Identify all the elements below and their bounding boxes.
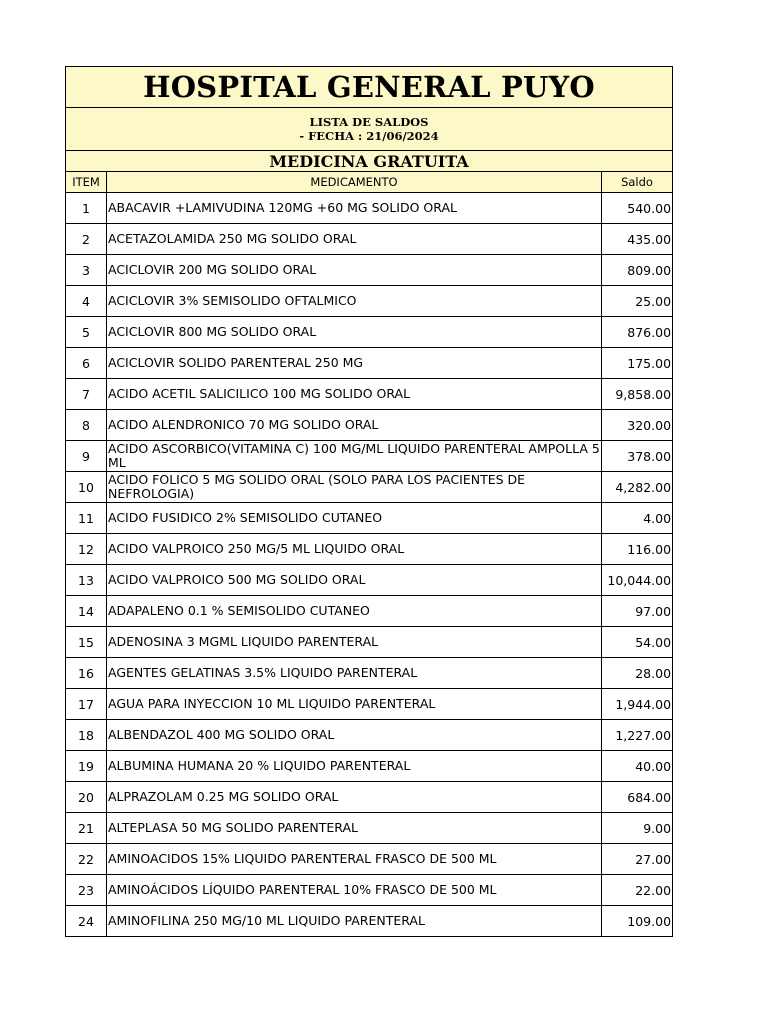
saldo-cell: 9,858.00	[602, 379, 673, 410]
item-cell: 11	[66, 503, 107, 534]
table-row	[66, 441, 673, 472]
medicamento-cell: AMINOÁCIDOS LÍQUIDO PARENTERAL 10% FRASCO DE 500 ML	[107, 875, 602, 906]
medicamento-cell: ACETAZOLAMIDA 250 MG SOLIDO ORAL	[107, 224, 602, 255]
table-row	[66, 751, 673, 782]
medicamento-cell: ALTEPLASA 50 MG SOLIDO PARENTERAL	[107, 813, 602, 844]
saldo-cell: 116.00	[602, 534, 673, 565]
medicamento-cell: ACICLOVIR 3% SEMISOLIDO OFTALMICO	[107, 286, 602, 317]
medicamento-cell: AGENTES GELATINAS 3.5% LIQUIDO PARENTERAL	[107, 658, 602, 689]
item-cell: 7	[66, 379, 107, 410]
medicamento-cell: ADENOSINA 3 MGML LIQUIDO PARENTERAL	[107, 627, 602, 658]
medicamento-cell: ACIDO VALPROICO 500 MG SOLIDO ORAL	[107, 565, 602, 596]
table-row	[66, 844, 673, 875]
section-title: MEDICINA GRATUITA	[66, 151, 673, 172]
table-row	[66, 906, 673, 937]
column-header-item: ITEM	[66, 172, 107, 193]
medicamento-cell: ACICLOVIR 200 MG SOLIDO ORAL	[107, 255, 602, 286]
saldo-cell: 320.00	[602, 410, 673, 441]
table-row	[66, 689, 673, 720]
table-row	[66, 503, 673, 534]
saldo-cell: 809.00	[602, 255, 673, 286]
medicamento-cell: ACIDO ALENDRONICO 70 MG SOLIDO ORAL	[107, 410, 602, 441]
item-cell: 17	[66, 689, 107, 720]
medicamento-cell: AGUA PARA INYECCION 10 ML LIQUIDO PARENTERAL	[107, 689, 602, 720]
medicamento-cell: AMINOACIDOS 15% LIQUIDO PARENTERAL FRASCO DE 500 ML	[107, 844, 602, 875]
table-row	[66, 782, 673, 813]
column-header-saldo: Saldo	[602, 172, 673, 193]
medicamento-cell: ADAPALENO 0.1 % SEMISOLIDO CUTANEO	[107, 596, 602, 627]
saldo-cell: 1,944.00	[602, 689, 673, 720]
medicamento-cell: ACIDO ACETIL SALICILICO 100 MG SOLIDO ORAL	[107, 379, 602, 410]
table-row	[66, 813, 673, 844]
saldo-cell: 435.00	[602, 224, 673, 255]
item-cell: 9	[66, 441, 107, 472]
saldo-cell: 1,227.00	[602, 720, 673, 751]
item-cell: 8	[66, 410, 107, 441]
saldo-cell: 97.00	[602, 596, 673, 627]
table-row	[66, 224, 673, 255]
item-cell: 18	[66, 720, 107, 751]
saldo-cell: 109.00	[602, 906, 673, 937]
table-row	[66, 410, 673, 441]
table-row	[66, 658, 673, 689]
table-row	[66, 534, 673, 565]
table-row	[66, 627, 673, 658]
table-row	[66, 193, 673, 224]
saldo-cell: 175.00	[602, 348, 673, 379]
item-cell: 19	[66, 751, 107, 782]
table-row	[66, 720, 673, 751]
item-cell: 16	[66, 658, 107, 689]
saldo-cell: 684.00	[602, 782, 673, 813]
medicamento-cell: ACIDO FOLICO 5 MG SOLIDO ORAL (SOLO PARA LOS PACIENTES DE NEFROLOGIA)	[107, 472, 602, 503]
item-cell: 1	[66, 193, 107, 224]
item-cell: 24	[66, 906, 107, 937]
table-row	[66, 472, 673, 503]
medicamento-cell: ABACAVIR +LAMIVUDINA 120MG +60 MG SOLIDO ORAL	[107, 193, 602, 224]
table-row	[66, 348, 673, 379]
medicamento-cell: ACIDO VALPROICO 250 MG/5 ML LIQUIDO ORAL	[107, 534, 602, 565]
item-cell: 15	[66, 627, 107, 658]
table-row	[66, 379, 673, 410]
saldo-cell: 540.00	[602, 193, 673, 224]
medicamento-cell: ACICLOVIR SOLIDO PARENTERAL 250 MG	[107, 348, 602, 379]
medicamento-cell: ACIDO ASCORBICO(VITAMINA C) 100 MG/ML LIQUIDO PARENTERAL AMPOLLA 5 ML	[108, 441, 600, 470]
item-cell: 2	[66, 224, 107, 255]
saldo-cell: 10,044.00	[602, 565, 673, 596]
item-cell: 10	[66, 472, 107, 503]
medicamento-cell: ALPRAZOLAM 0.25 MG SOLIDO ORAL	[107, 782, 602, 813]
item-cell: 23	[66, 875, 107, 906]
saldo-cell: 22.00	[602, 875, 673, 906]
hospital-title: HOSPITAL GENERAL PUYO	[66, 67, 673, 108]
medicamento-cell: AMINOFILINA 250 MG/10 ML LIQUIDO PARENTERAL	[107, 906, 602, 937]
saldo-cell: 4.00	[602, 503, 673, 534]
saldo-cell: 27.00	[602, 844, 673, 875]
saldo-cell: 25.00	[602, 286, 673, 317]
item-cell: 13	[66, 565, 107, 596]
item-cell: 20	[66, 782, 107, 813]
report-date: - FECHA : 21/06/2024	[299, 129, 439, 143]
report-subtitle	[66, 108, 673, 151]
table-row	[66, 317, 673, 348]
saldo-cell: 876.00	[602, 317, 673, 348]
item-cell: 3	[66, 255, 107, 286]
item-cell: 12	[66, 534, 107, 565]
saldo-cell: 9.00	[602, 813, 673, 844]
medicamento-cell: ALBENDAZOL 400 MG SOLIDO ORAL	[107, 720, 602, 751]
saldo-cell: 28.00	[602, 658, 673, 689]
column-header-medicamento: MEDICAMENTO	[107, 172, 602, 193]
medicamento-cell: ACIDO FUSIDICO 2% SEMISOLIDO CUTANEO	[107, 503, 602, 534]
medicamento-cell: ACICLOVIR 800 MG SOLIDO ORAL	[107, 317, 602, 348]
medicamento-cell: ALBUMINA HUMANA 20 % LIQUIDO PARENTERAL	[107, 751, 602, 782]
item-cell: 5	[66, 317, 107, 348]
item-cell: 14	[66, 596, 107, 627]
table-row	[66, 596, 673, 627]
report-name: LISTA DE SALDOS	[309, 115, 429, 129]
saldos-table	[65, 66, 673, 937]
table-row	[66, 565, 673, 596]
item-cell: 4	[66, 286, 107, 317]
saldo-cell: 40.00	[602, 751, 673, 782]
saldo-cell: 378.00	[602, 441, 673, 472]
item-cell: 6	[66, 348, 107, 379]
table-row	[66, 286, 673, 317]
table-row	[66, 875, 673, 906]
saldo-cell: 54.00	[602, 627, 673, 658]
table-row	[66, 255, 673, 286]
item-cell: 22	[66, 844, 107, 875]
saldo-cell: 4,282.00	[602, 472, 673, 503]
item-cell: 21	[66, 813, 107, 844]
